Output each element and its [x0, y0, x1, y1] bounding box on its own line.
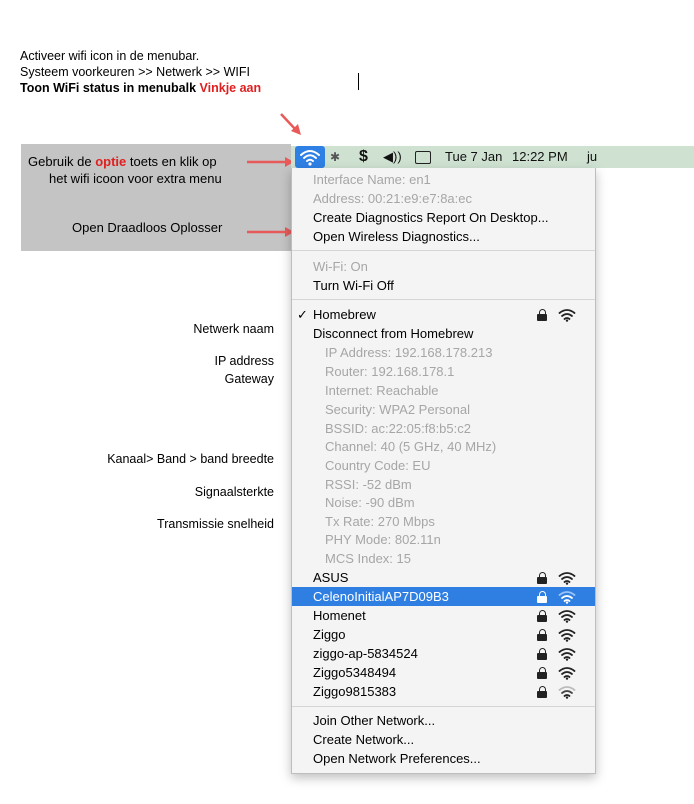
menubar-user[interactable]: ju — [587, 149, 598, 164]
detail-rssi: RSSI: -52 dBm — [325, 477, 412, 492]
lock-icon — [537, 686, 547, 698]
intro-line-3: Toon WiFi status in menubalk Vinkje aan — [20, 81, 262, 95]
wifi-signal-icon — [558, 609, 576, 623]
wifi-signal-icon — [558, 590, 576, 604]
wifi-signal-icon — [558, 628, 576, 642]
wifi-status: Wi-Fi: On — [313, 259, 368, 274]
open-network-preferences-item[interactable]: Open Network Preferences... — [313, 751, 481, 766]
menubar-date[interactable]: Tue 7 Jan — [445, 149, 503, 164]
lock-icon — [537, 648, 547, 660]
note-ip: IP address — [214, 354, 274, 368]
intro-line-2: Systeem voorkeuren >> Netwerk >> WIFI — [20, 65, 250, 79]
network-item[interactable]: ziggo-ap-5834524 — [292, 644, 595, 663]
interface-name: Interface Name: en1 — [313, 172, 431, 187]
wifi-signal-icon — [558, 647, 576, 661]
detail-channel: Channel: 40 (5 GHz, 40 MHz) — [325, 439, 497, 454]
detail-bssid: BSSID: ac:22:05:f8:b5:c2 — [325, 421, 471, 436]
wifi-signal-icon — [558, 308, 576, 322]
note-signal: Signaalsterkte — [194, 485, 274, 499]
menubar — [291, 146, 694, 168]
detail-internet: Internet: Reachable — [325, 383, 439, 398]
wifi-dropdown-menu — [291, 168, 596, 774]
network-item-highlighted[interactable]: CelenoInitialAP7D09B3 — [292, 587, 595, 606]
lock-icon — [537, 309, 547, 321]
create-diagnostics-report-item[interactable]: Create Diagnostics Report On Desktop... — [313, 210, 549, 225]
note-tx-rate: Transmissie snelheid — [157, 517, 274, 531]
lock-icon — [537, 610, 547, 622]
detail-router: Router: 192.168.178.1 — [325, 364, 455, 379]
menu-separator — [292, 299, 595, 300]
detail-ip-address: IP Address: 192.168.178.213 — [325, 345, 493, 360]
network-item[interactable]: Ziggo9815383 — [292, 682, 595, 701]
network-item[interactable]: Homenet — [292, 606, 595, 625]
option-key-label: optie — [95, 154, 127, 169]
network-item[interactable]: Ziggo — [292, 625, 595, 644]
lock-icon — [537, 629, 547, 641]
lock-icon — [537, 572, 547, 584]
network-item[interactable]: Ziggo5348494 — [292, 663, 595, 682]
intro-line-1: Activeer wifi icon in de menubar. — [20, 49, 200, 63]
detail-noise: Noise: -90 dBm — [325, 495, 415, 510]
note-channel: Kanaal> Band > band breedte — [107, 452, 274, 466]
script-icon[interactable]: $ — [359, 148, 368, 165]
wifi-signal-icon — [558, 685, 576, 699]
menubar-time[interactable]: 12:22 PM — [512, 149, 568, 164]
checkmark-icon: ✓ — [297, 307, 308, 322]
network-item-current[interactable]: ✓ Homebrew — [292, 305, 595, 324]
open-wireless-diagnostics-item[interactable]: Open Wireless Diagnostics... — [313, 229, 480, 244]
wifi-signal-icon — [558, 666, 576, 680]
intro-highlight: Vinkje aan — [199, 81, 262, 95]
mac-address: Address: 00:21:e9:e7:8a:ec — [313, 191, 473, 206]
create-network-item[interactable]: Create Network... — [313, 732, 415, 747]
detail-tx-rate: Tx Rate: 270 Mbps — [325, 514, 435, 529]
turn-wifi-off-item[interactable]: Turn Wi-Fi Off — [313, 278, 394, 293]
menu-separator — [292, 250, 595, 251]
note-network-name: Netwerk naam — [193, 322, 274, 336]
wifi-signal-icon — [558, 571, 576, 585]
diagnose-instruction: Open Draadloos Oplosser — [72, 220, 223, 235]
detail-phy-mode: PHY Mode: 802.11n — [325, 532, 441, 547]
menu-separator — [292, 706, 595, 707]
bluetooth-icon[interactable]: ✱ — [330, 150, 341, 164]
network-item[interactable]: ASUS — [292, 568, 595, 587]
detail-mcs-index: MCS Index: 15 — [325, 551, 411, 566]
detail-country-code: Country Code: EU — [325, 458, 431, 473]
lock-icon — [537, 591, 547, 603]
volume-icon[interactable]: ◀)) — [383, 149, 402, 164]
option-instruction: Gebruik de optie toets en klik op — [28, 154, 217, 169]
wifi-icon — [295, 146, 325, 168]
input-source-icon[interactable] — [415, 146, 431, 168]
option-instruction-line2: het wifi icoon voor extra menu — [49, 171, 222, 186]
detail-security: Security: WPA2 Personal — [325, 402, 470, 417]
disconnect-item[interactable]: Disconnect from Homebrew — [313, 326, 474, 341]
lock-icon — [537, 667, 547, 679]
note-gateway: Gateway — [224, 372, 274, 386]
wifi-menubar-button[interactable] — [295, 146, 325, 168]
background-window — [594, 168, 694, 778]
join-other-network-item[interactable]: Join Other Network... — [313, 713, 436, 728]
